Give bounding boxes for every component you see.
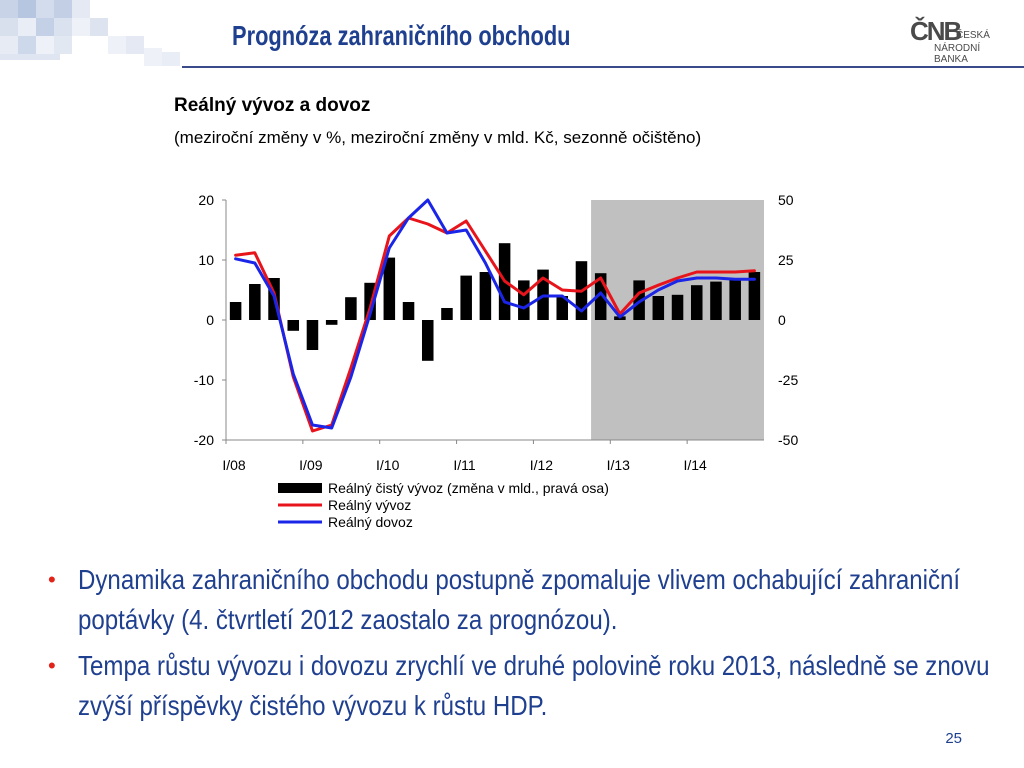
legend-swatch-bars bbox=[278, 483, 322, 493]
logo-mark: ČNB bbox=[910, 16, 961, 46]
decorative-squares bbox=[0, 0, 190, 70]
bar-net-export bbox=[460, 276, 472, 320]
x-tick-label: I/14 bbox=[683, 457, 707, 473]
bar-net-export bbox=[653, 296, 665, 320]
right-tick-label: 0 bbox=[778, 312, 786, 328]
bar-net-export bbox=[287, 320, 299, 331]
x-tick-label: I/13 bbox=[606, 457, 630, 473]
bar-net-export bbox=[326, 320, 338, 325]
trade-chart bbox=[180, 186, 800, 546]
right-tick-label: 50 bbox=[778, 192, 794, 208]
bullet-text: Tempa růstu vývozu i dovozu zrychlí ve druhé polovině roku 2013, následně se znovu zvýší příspěvky čistého vývozu k růstu HDP. bbox=[78, 650, 990, 721]
right-tick-label: 25 bbox=[778, 252, 794, 268]
left-tick-label: 0 bbox=[206, 312, 214, 328]
bar-net-export bbox=[345, 297, 357, 320]
slide-title: Prognóza zahraničního obchodu bbox=[232, 20, 571, 51]
bullet-item bbox=[48, 560, 1008, 640]
left-tick-label: 20 bbox=[198, 192, 214, 208]
bar-net-export bbox=[403, 302, 415, 320]
cnb-logo bbox=[910, 16, 1010, 66]
chart-subtitle: (meziroční změny v %, meziroční změny v mld. Kč, sezonně očištěno) bbox=[174, 128, 702, 147]
logo-line-1: ČESKÁ bbox=[956, 30, 990, 41]
left-tick-label: 10 bbox=[198, 252, 214, 268]
x-tick-label: I/08 bbox=[222, 457, 246, 473]
bar-net-export bbox=[249, 284, 261, 320]
left-tick-label: -20 bbox=[193, 432, 214, 448]
bar-net-export bbox=[480, 272, 492, 320]
left-tick-label: -10 bbox=[193, 372, 214, 388]
bar-net-export bbox=[672, 295, 684, 320]
x-tick-label: I/09 bbox=[299, 457, 323, 473]
x-tick-label: I/11 bbox=[453, 457, 476, 473]
page-number: 25 bbox=[945, 730, 962, 747]
title-divider bbox=[182, 66, 1024, 68]
x-tick-label: I/12 bbox=[529, 457, 554, 473]
bar-net-export bbox=[230, 302, 242, 320]
bar-net-export bbox=[710, 282, 722, 320]
logo-line-2: NÁRODNÍ BANKA bbox=[934, 43, 981, 65]
x-tick-label: I/10 bbox=[376, 457, 400, 473]
legend-label: Reálný čistý vývoz (změna v mld., pravá osa) bbox=[328, 480, 609, 496]
bar-net-export bbox=[691, 285, 703, 320]
legend-label: Reálný dovoz bbox=[328, 514, 413, 530]
bullet-dot: • bbox=[48, 653, 56, 678]
bullet-text: Dynamika zahraničního obchodu postupně zpomaluje vlivem ochabující zahraniční poptávky (4. čtvrtletí 2012 zaostalo za prognózou). bbox=[78, 564, 961, 635]
right-tick-label: -25 bbox=[778, 372, 799, 388]
bar-net-export bbox=[422, 320, 434, 361]
right-tick-label: -50 bbox=[778, 432, 799, 448]
bar-net-export bbox=[518, 280, 530, 320]
bullet-dot: • bbox=[48, 567, 56, 592]
bar-net-export bbox=[729, 279, 741, 320]
bar-net-export bbox=[307, 320, 319, 350]
bar-net-export bbox=[441, 308, 453, 320]
legend-label: Reálný vývoz bbox=[328, 497, 412, 513]
bullet-item bbox=[48, 646, 1008, 726]
chart-title: Reálný vývoz a dovoz bbox=[174, 95, 371, 116]
bullet-list bbox=[48, 560, 1008, 732]
